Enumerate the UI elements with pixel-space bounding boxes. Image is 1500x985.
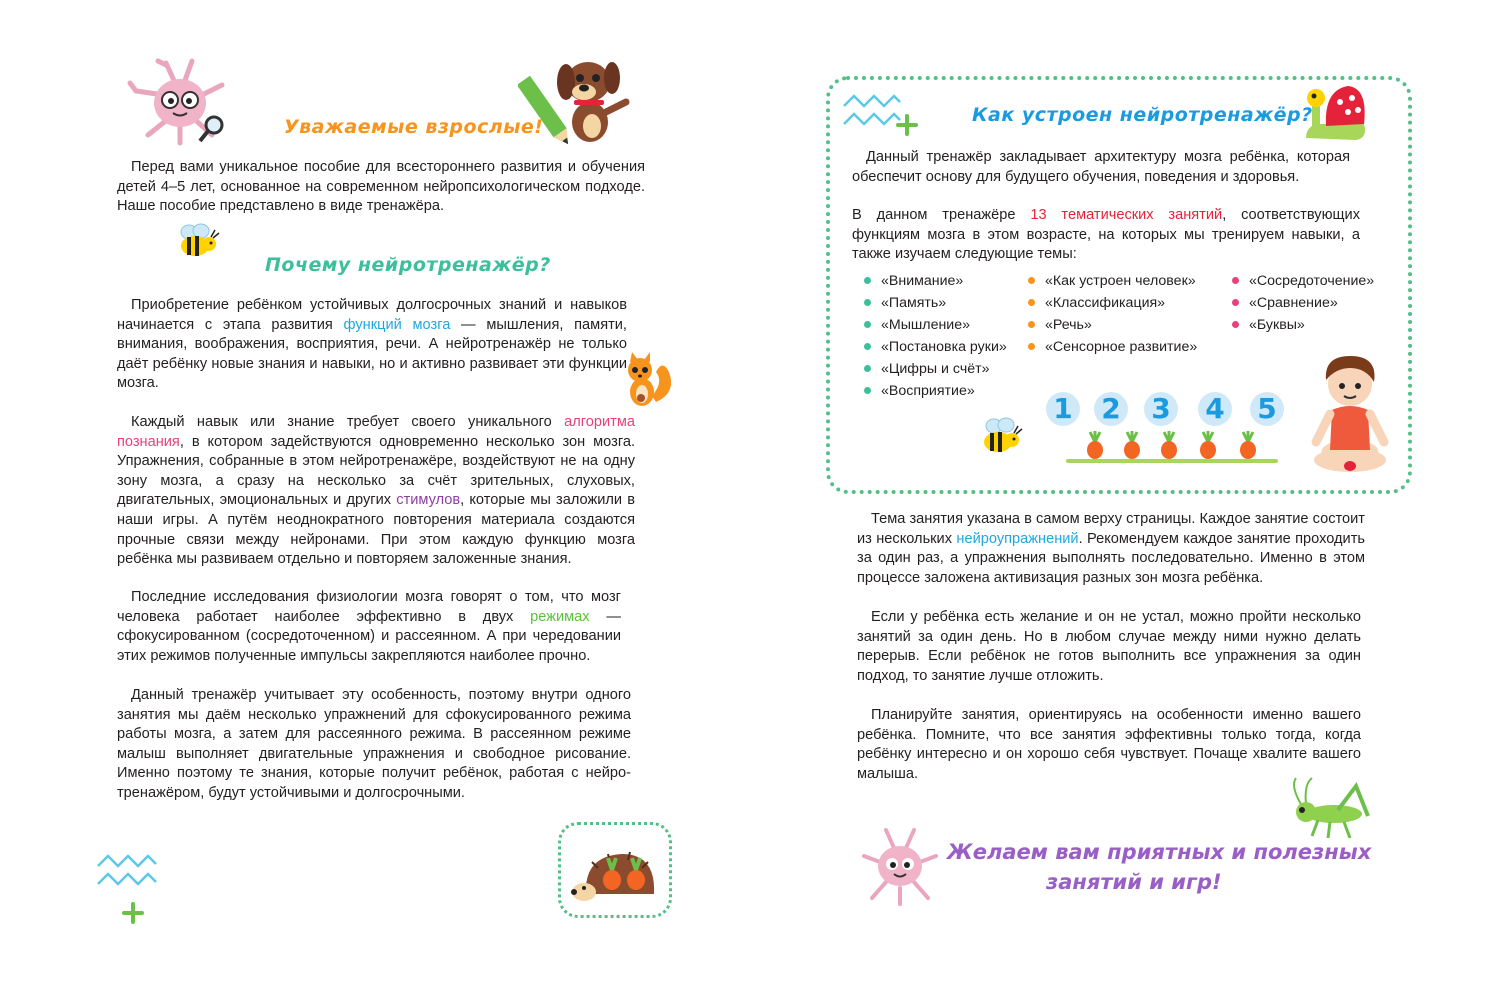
bee-icon (175, 222, 221, 262)
paragraph-modes: Последние исследования физиологии мозга говорят о том, что мозг человека работает наиболее эффективно в двух режимах — сфокусированном (сосредоточенном) и рассеянном. А при чередовании этих режимов полученные импульсы закрепляются наиболее прочно. (117, 589, 621, 664)
bullet-dot (864, 365, 871, 372)
bullet-dot (864, 277, 871, 284)
bullet-dot (864, 321, 871, 328)
topic-item: «Сенсорное развитие» (1028, 339, 1197, 355)
bullet-dot (1028, 321, 1035, 328)
brain-character-icon (126, 55, 234, 147)
plus-icon (896, 114, 918, 136)
heading-why-neurotrainer: Почему нейротренажёр? (265, 254, 551, 276)
heading-how-it-works: Как устроен нейротренажёр? (972, 104, 1313, 126)
topic-item: «Цифры и счёт» (864, 361, 989, 377)
squirrel-icon (622, 352, 674, 410)
topic-item: «Постановка руки» (864, 339, 1007, 355)
paragraph-intro: Перед вами уникальное пособие для всестороннего развития и обучения детей 4–5 лет, основанное на современном нейропсихологическом подходе. Наше пособие представлено в виде тренажёра. (117, 159, 645, 215)
final-wish-line1: Желаем вам приятных и полезных (947, 840, 1372, 864)
number-4: 4 (1198, 392, 1232, 426)
bee-icon (978, 416, 1024, 456)
dog-pencil-icon (518, 52, 636, 148)
number-5: 5 (1250, 392, 1284, 426)
topic-item: «Восприятие» (864, 383, 975, 399)
number-1: 1 (1046, 392, 1080, 426)
bullet-dot (1232, 277, 1239, 284)
bullet-dot (1232, 299, 1239, 306)
bullet-dot (1232, 321, 1239, 328)
boy-icon (1306, 350, 1396, 476)
paragraph-feature: Данный тренажёр учитывает эту особенность, поэтому внутри одного занятия мы даём несколько упражнений для сфокусированного режима работы мозга, а затем для рассеянного режима. В рассеянном режиме малыш выполняет двигательные упражнения и свободное рисование. Именно поэтому те знания, которые получит ребёнок, работая с нейро-тренажёром, будут устойчивыми и долгосрочными. (117, 687, 631, 801)
paragraph-several-lessons: Если у ребёнка есть желание и он не устал, можно пройти несколько занятий за один день. Но в любом случае между ними нужно делать перерыв. Если ребёнок не готов выполнить все упражнения за один подход, то занятие лучше отложить. (857, 609, 1361, 684)
topic-item: «Сосредоточение» (1232, 273, 1374, 289)
highlight-13-lessons: 13 тематических занятий (1030, 207, 1223, 223)
highlight-modes: режимах (530, 608, 590, 625)
carrot-icon (1158, 430, 1180, 460)
highlight-algorithm: алгоритма познания (117, 414, 635, 450)
number-3: 3 (1144, 392, 1178, 426)
topic-item: «Сравнение» (1232, 295, 1338, 311)
topic-item: «Классификация» (1028, 295, 1165, 311)
bullet-dot (864, 343, 871, 350)
zigzag-icon (96, 852, 158, 890)
bullet-dot (1028, 343, 1035, 350)
heading-dear-adults: Уважаемые взрослые! (284, 116, 544, 138)
zigzag-icon (842, 92, 902, 130)
paragraph-functions: Приобретение ребёнком устойчивых долгосрочных знаний и навыков начинается с этапа развития функций мозга — мышления, памяти, внимания, воображения, восприятия, речи. А нейротренажёр не только даёт ребёнку новые знания и навыки, но и активно развивает эти функции мозга. (117, 297, 627, 392)
grasshopper-icon (1282, 776, 1374, 840)
topic-item: «Память» (864, 295, 946, 311)
paragraph-algorithm: Каждый навык или знание требует своего уникального алгоритма познания, в котором задействуются одновременно несколько зон мозга. Упражнения, собранные в этом нейротренажёре, воздействуют не на одну зону мозга, а сразу на несколько за счёт зрительных, слуховых, двигательных, эмоциональных и других стимулов, которые мы заложили в наши игры. А путём неоднократного повторения материала создаются прочные связи между нейронами. При этом каждую функцию мозга ребёнка мы развиваем отдельно и повторяем заложенные знания. (117, 414, 635, 568)
brain-character-icon (860, 826, 940, 906)
bullet-dot (1028, 299, 1035, 306)
highlight-stimuli: стимулов (396, 492, 461, 509)
topic-item: «Как устроен человек» (1028, 273, 1196, 289)
topic-item: «Речь» (1028, 317, 1092, 333)
number-2: 2 (1094, 392, 1128, 426)
bullet-dot (1028, 277, 1035, 284)
plus-icon (122, 902, 144, 924)
box-paragraph-architecture: Данный тренажёр закладывает архитектуру мозга ребёнка, которая обеспечит основу для будущего обучения, поведения и здоровья. (852, 149, 1350, 185)
box-paragraph-lessons: В данном тренажёре 13 тематических занятий, соответствующих функциям мозга в этом возрасте, на которых мы тренируем навыки, а также изучаем следующие темы: (852, 207, 1360, 263)
bullet-dot (864, 299, 871, 306)
carrot-icon (1197, 430, 1219, 460)
topic-item: «Мышление» (864, 317, 970, 333)
topic-item: «Внимание» (864, 273, 963, 289)
bullet-dot (864, 387, 871, 394)
final-wish-line2: занятий и игр! (1046, 870, 1222, 894)
hedgehog-icon (570, 838, 666, 908)
paragraph-lesson-topic: Тема занятия указана в самом верху страницы. Каждое занятие состоит из нескольких нейроупражнений. Рекомендуем каждое занятие проходить за один раз, а упражнения выполнять последовательно. Именно в этом процессе заложена активизация разных зон мозга ребёнка. (857, 511, 1365, 586)
snail-icon (1302, 80, 1372, 144)
carrot-icon (1121, 430, 1143, 460)
highlight-neuroexercises: нейроупражнений (956, 530, 1079, 547)
paragraph-plan-lessons: Планируйте занятия, ориентируясь на особенности именно вашего ребёнка. Помните, что все занятия эффективны только тогда, когда ребёнку интересно и он хорошо себя чувствует. Почаще хвалите вашего малыша. (857, 707, 1361, 782)
carrot-icon (1237, 430, 1259, 460)
carrot-icon (1084, 430, 1106, 460)
topic-item: «Буквы» (1232, 317, 1305, 333)
highlight-brain-functions: функций мозга (343, 316, 451, 333)
